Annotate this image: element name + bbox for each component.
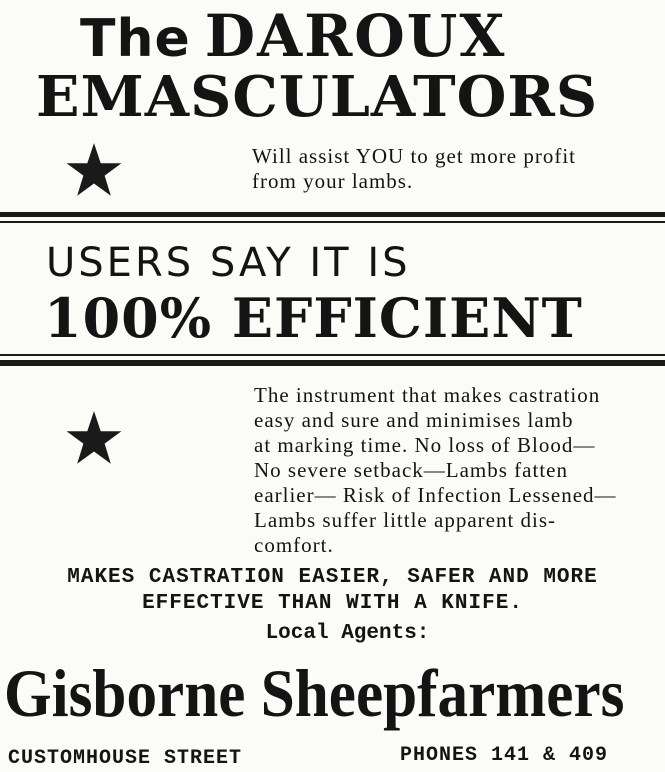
divider-thick-bottom bbox=[0, 360, 665, 366]
description-line: easy and sure and minimises lamb bbox=[254, 408, 574, 432]
product-description bbox=[254, 383, 650, 558]
star-icon bbox=[66, 142, 122, 198]
intro-text bbox=[252, 144, 652, 194]
description-line: earlier— Risk of Infection Lessened— bbox=[254, 483, 617, 507]
intro-line-2: from your lambs. bbox=[252, 169, 414, 193]
intro-line-1: Will assist YOU to get more profit bbox=[252, 144, 577, 168]
users-say-heading: USERS SAY IT IS bbox=[46, 240, 411, 286]
slogan bbox=[0, 565, 665, 617]
slogan-line-1: MAKES CASTRATION EASIER, SAFER AND MORE bbox=[67, 566, 598, 589]
slogan-line-2: EFFECTIVE THAN WITH A KNIFE. bbox=[142, 592, 523, 615]
description-line: The instrument that makes castration bbox=[254, 383, 601, 407]
brand-name: DAROUX bbox=[204, 2, 507, 70]
headline-the: The bbox=[80, 9, 191, 69]
agent-address: CUSTOMHOUSE STREET bbox=[8, 747, 243, 770]
efficiency-heading: 100% EFFICIENT bbox=[44, 286, 583, 350]
product-name: EMASCULATORS bbox=[36, 64, 599, 130]
agents-label: Local Agents: bbox=[265, 622, 430, 645]
divider-thin-bottom bbox=[0, 354, 665, 356]
headline-the-daroux bbox=[80, 2, 506, 70]
star-icon bbox=[66, 410, 122, 466]
description-line: No severe setback—Lambs fatten bbox=[254, 458, 568, 482]
divider-thin-top bbox=[0, 221, 665, 223]
divider-thick-top bbox=[0, 212, 665, 217]
description-line: comfort. bbox=[254, 533, 334, 557]
description-line: Lambs suffer little apparent dis- bbox=[254, 508, 557, 532]
description-line: at marking time. No loss of Blood— bbox=[254, 433, 596, 457]
agent-name: Gisborne Sheepfarmers bbox=[4, 655, 625, 731]
agent-phones: PHONES 141 & 409 bbox=[400, 744, 609, 767]
